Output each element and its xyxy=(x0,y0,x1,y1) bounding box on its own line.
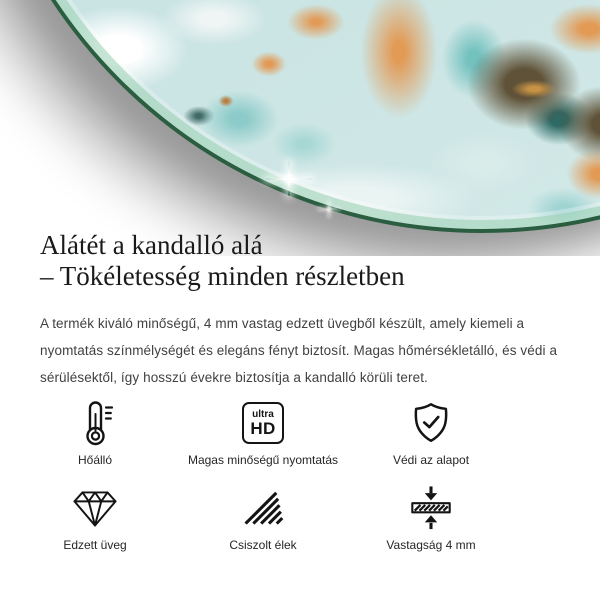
feature-label: Magas minőségű nyomtatás xyxy=(187,453,339,467)
page-title-line1: Alátét a kandalló alá xyxy=(40,230,263,260)
feature-high-quality-print xyxy=(179,399,347,468)
product-description: A termék kiváló minőségű, 4 mm vastag edzett üvegből készült, amely kiemeli a nyomtatás színmélységét és elegáns fényt biztosít. Magas hőmérsékletálló, és védi a sérülésektől, így hosszú évekre biztosítja a kandalló körüli teret. xyxy=(40,316,558,385)
feature-label: Csiszolt élek xyxy=(229,538,297,552)
ultra-hd-icon xyxy=(242,399,284,447)
page-title-line2: – Tökéletesség minden részletben xyxy=(40,261,405,291)
thickness-icon xyxy=(408,484,454,532)
feature-protects-base xyxy=(347,399,515,468)
feature-tempered-glass xyxy=(11,484,179,553)
ultra-hd-badge-top: ultra xyxy=(252,408,274,420)
ultra-hd-badge-bottom: HD xyxy=(250,418,276,438)
thermometer-icon xyxy=(73,399,117,447)
diamond-icon xyxy=(70,484,120,532)
product-photo xyxy=(0,0,600,256)
shield-check-icon xyxy=(408,399,454,447)
glass-disc-image xyxy=(0,0,600,233)
feature-grid xyxy=(11,399,515,553)
polished-edges-icon xyxy=(241,484,285,532)
feature-polished-edges xyxy=(179,484,347,553)
feature-thickness xyxy=(347,484,515,553)
feature-label: Vastagság 4 mm xyxy=(386,538,476,552)
feature-label: Edzett üveg xyxy=(63,538,127,552)
feature-heat-resistant xyxy=(11,399,179,468)
feature-label: Védi az alapot xyxy=(392,453,470,467)
page-title xyxy=(40,230,405,292)
feature-label: Hőálló xyxy=(77,453,113,467)
